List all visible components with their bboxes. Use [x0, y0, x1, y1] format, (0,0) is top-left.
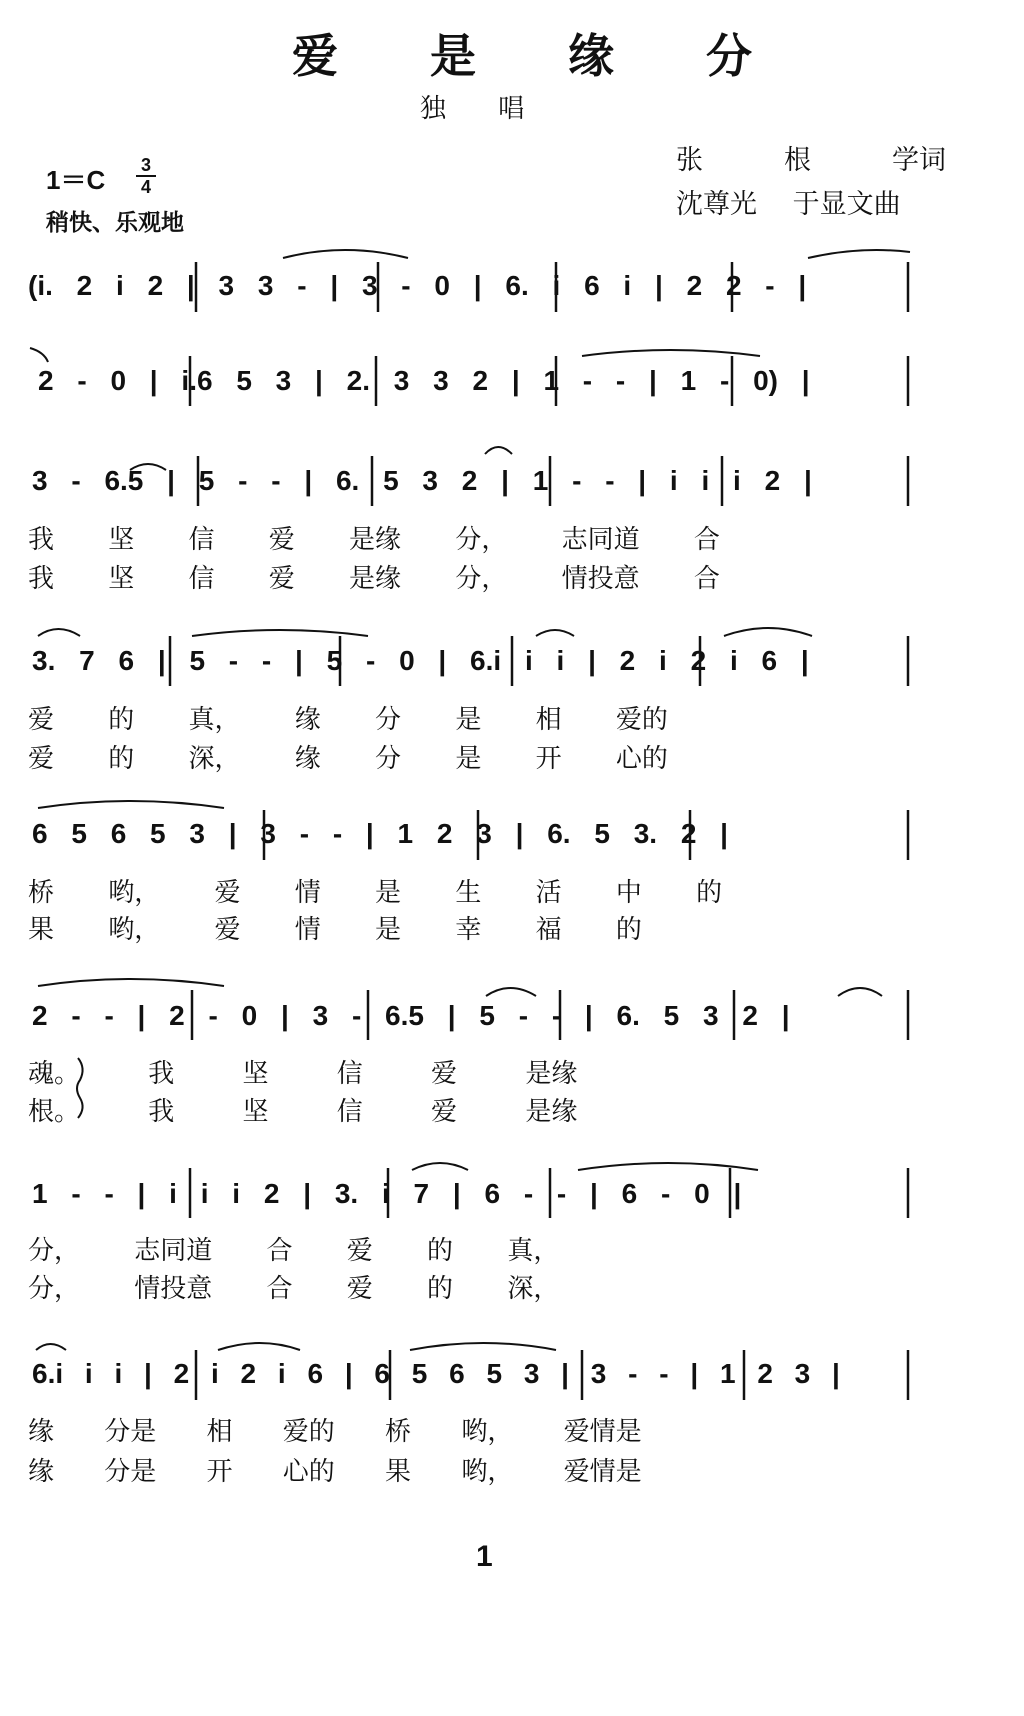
slur-mark [283, 250, 408, 258]
system-7-verse-2: 分， 情投意 合 爱 的 深， [28, 1274, 560, 1304]
slur-mark [130, 464, 166, 470]
composer-credit: 沈尊光 于显文曲 [676, 189, 901, 220]
slur-mark [808, 250, 910, 258]
system-6-verse-1: 魂。 我 坚 信 爱 是缘 [28, 1059, 578, 1089]
slur-mark [30, 348, 48, 362]
verse-brace [77, 1058, 83, 1118]
system-3-notes: 3 - 6.5 | 5 - - | 6. 5 3 2 | 1 - - | i i i 2 | [32, 465, 812, 496]
system-3-verse-2: 我 坚 信 爱 是缘 分， 情投意 合 [28, 564, 720, 594]
lyricist-credit: 张 根 学词 [676, 145, 946, 176]
system-8-verse-2: 缘 分是 开 心的 果 哟， 爱情是 [28, 1457, 642, 1487]
system-6-verse-2: 根。 我 坚 信 爱 是缘 [28, 1097, 578, 1127]
system-5-verse-1: 桥 哟， 爱 情 是 生 活 中 的 [28, 878, 723, 908]
slur-mark [412, 1163, 468, 1170]
time-signature-top: 3 [140, 155, 151, 175]
slur-mark [582, 350, 760, 356]
slur-mark [536, 630, 574, 636]
slur-mark [38, 979, 224, 986]
slur-mark [38, 801, 224, 808]
key-signature: 1＝C [46, 165, 106, 195]
system-3-verse-1: 我 坚 信 爱 是缘 分， 志同道 合 [28, 525, 720, 555]
slur-mark [36, 1344, 66, 1350]
slur-mark [218, 1343, 300, 1350]
time-signature-bottom: 4 [140, 177, 151, 197]
slur-mark [724, 628, 812, 636]
slur-mark [410, 1343, 556, 1350]
system-2-notes: 2 - 0 | i.6 5 3 | 2. 3 3 2 | 1 - - | 1 - 0) | [38, 365, 810, 396]
system-5-notes: 6 5 6 5 3 | 3 - - | 1 2 3 | 6. 5 3. 2 | [32, 818, 729, 849]
system-4-verse-1: 爱 的 真， 缘 分 是 相 爱的 [28, 705, 668, 735]
system-7-verse-1: 分， 志同道 合 爱 的 真， [28, 1236, 560, 1266]
system-1-notes: (i. 2 i 2 | 3 3 - | 3 - 0 | 6. i 6 i | 2 2 - | [28, 270, 807, 301]
system-4-verse-2: 爱 的 深， 缘 分 是 开 心的 [28, 744, 668, 774]
slur-mark [38, 629, 80, 636]
tempo-marking: 稍快、乐观地 [46, 210, 184, 236]
system-8-verse-1: 缘 分是 相 爱的 桥 哟， 爱情是 [28, 1417, 642, 1447]
song-subtitle: 独 唱 [420, 94, 547, 124]
slur-mark [192, 630, 368, 636]
song-title: 爱 是 缘 分 [292, 29, 791, 83]
slur-mark [486, 988, 536, 996]
system-7-notes: 1 - - | i i i 2 | 3. i 7 | 6 - - | 6 - 0 | [32, 1178, 742, 1209]
page-number: 1 [476, 1540, 493, 1573]
system-4-notes: 3. 7 6 | 5 - - | 5 - 0 | 6.i i i | 2 i 2 i 6 | [32, 645, 809, 676]
system-5-verse-2: 果 哟， 爱 情 是 幸 福 的 [28, 915, 642, 945]
slur-mark [485, 447, 512, 454]
system-6-notes: 2 - - | 2 - 0 | 3 - 6.5 | 5 - - | 6. 5 3 2 | [32, 1000, 790, 1031]
slur-mark [838, 988, 882, 996]
system-8-notes: 6.i i i | 2 i 2 i 6 | 6 5 6 5 3 | 3 - - | 1 2 3 | [32, 1358, 840, 1389]
